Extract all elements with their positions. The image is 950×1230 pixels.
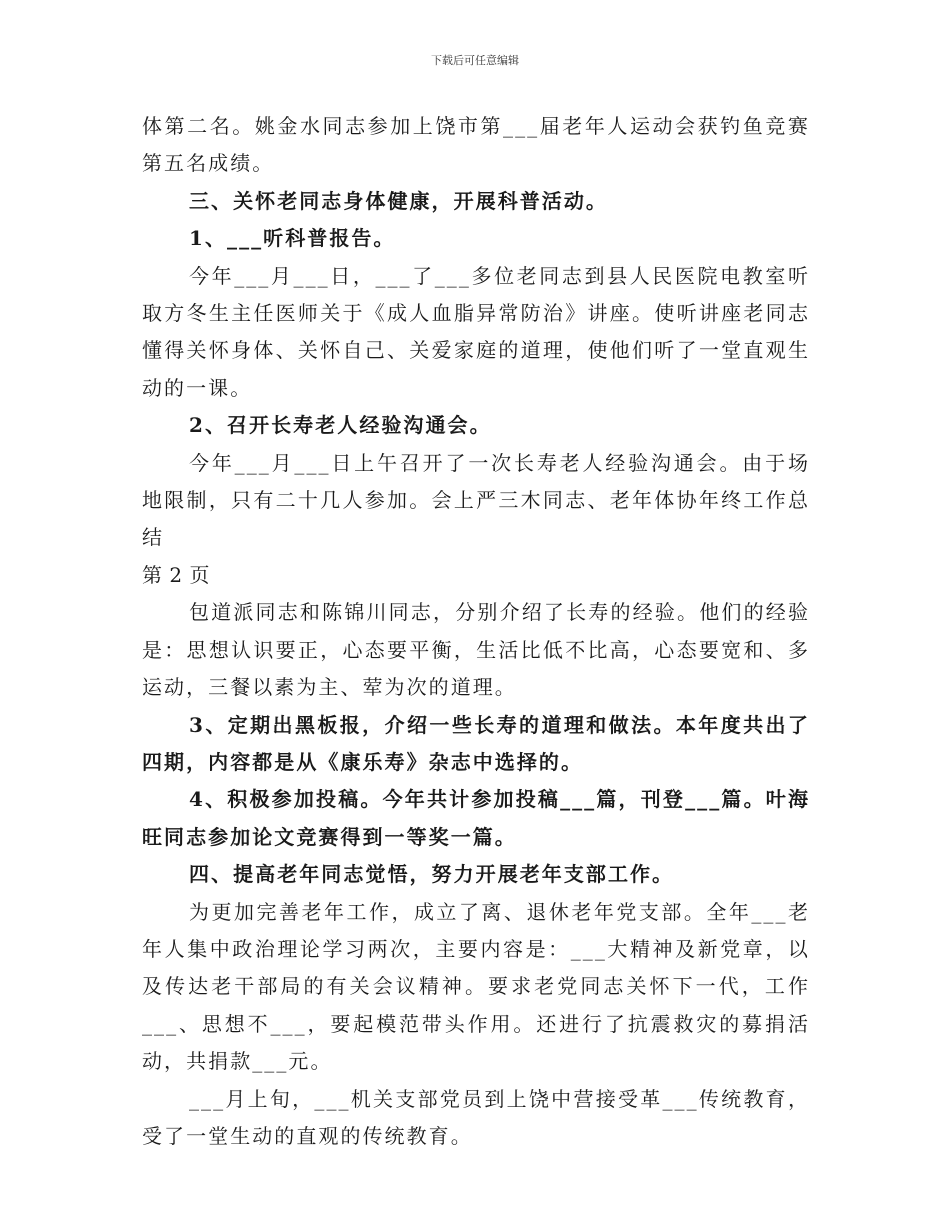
document-body [142,108,810,1155]
paragraph-continuation: 体第二名。姚金水同志参加上饶市第___届老年人运动会获钓鱼竞赛第五名成绩。 [142,114,810,176]
page-number: 第 2 页 [142,562,210,587]
paragraph-experience: 包道派同志和陈锦川同志，分别介绍了长寿的经验。他们的经验是：思想认识要正，心态要平衡，生活比低不比高，心态要宽和、多运动，三餐以素为主、荤为次的道理。 [142,600,810,700]
paragraph-lecture: 今年___月___日，___了___多位老同志到县人民医院电教室听取方冬生主任医师关于《成人血脂异常防治》讲座。使听讲座老同志懂得关怀身体、关怀自己、关爱家庭的道理，使他们听了一堂直观生动的一课。 [142,263,810,400]
subheading-3-2: 2、召开长寿老人经验沟通会。 [189,413,492,438]
section-heading-3: 三、关怀老同志身体健康，开展科普活动。 [189,188,608,213]
section-heading-4: 四、提高老年同志觉悟，努力开展老年支部工作。 [189,862,675,887]
subheading-3-1: 1、___听科普报告。 [189,226,396,251]
paragraph-party-branch: 为更加完善老年工作，成立了离、退休老年党支部。全年___老年人集中政治理论学习两次，主要内容是：___大精神及新党章，以及传达老干部局的有关会议精神。要求老党同志关怀下一代，工作___、思想不___，要起模范带头作用。还进行了抗震救灾的募捐活动，共捐款___元。 [142,899,810,1074]
subheading-3-4: 4、积极参加投稿。今年共计参加投稿___篇，刊登___篇。叶海旺同志参加论文竞赛得到一等奖一篇。 [142,787,810,849]
page-header: 下载后可任意编辑 [431,54,519,67]
paragraph-meeting: 今年___月___日上午召开了一次长寿老人经验沟通会。由于场地限制，只有二十几人参加。会上严三木同志、老年体协年终工作总结 [142,450,810,550]
subheading-3-3: 3、定期出黑板报，介绍一些长寿的道理和做法。本年度共出了四期，内容都是从《康乐寿》杂志中选择的。 [142,712,810,774]
paragraph-education: ___月上旬，___机关支部党员到上饶中营接受革___传统教育，受了一堂生动的直观的传统教育。 [142,1086,810,1148]
